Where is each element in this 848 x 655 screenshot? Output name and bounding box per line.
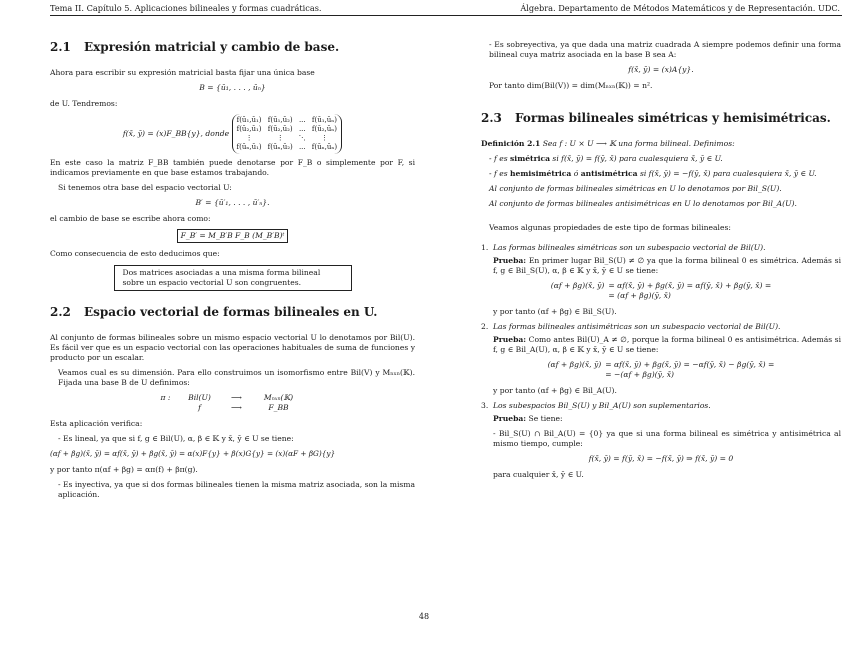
matrix-cell: ⋮ <box>320 134 328 142</box>
matrix-cell: f(ū₁,ūₙ) <box>311 116 338 124</box>
text: - f es <box>489 169 508 178</box>
matrix-cell: f(ū₂,ū₂) <box>267 125 293 133</box>
section-heading-2-3 <box>481 111 841 125</box>
equation-base-prime: B′ = {ū′₁, . . . , ū′ₙ}. <box>195 198 270 207</box>
paragraph: para cualquier x̄, ȳ ∈ U. <box>493 470 584 479</box>
matrix-cell: f(ūₙ,ūₙ) <box>311 143 338 151</box>
section-heading-2-2 <box>50 305 415 319</box>
eq-rhs: = αf(x̄, ȳ) + βg(x̄, ȳ) = −αf(ȳ, x̄) − βg(ȳ, x̄) = <box>605 360 775 369</box>
right-column <box>481 40 841 485</box>
paragraph: Ahora para escribir su expresión matricial basta fijar una única base <box>50 68 315 77</box>
paragraph: - Es lineal, ya que si f, g ∈ Bil(U), α, β ∈ 𝕂 y x̄, ȳ ∈ U se tiene: <box>58 434 294 443</box>
matrix-cell: f(ū₁,ū₂) <box>267 116 293 124</box>
boxed-statement: Dos matrices asociadas a una misma forma bilineal sobre un espacio vectorial U son congruentes. <box>114 265 352 291</box>
section-number: 2.3 <box>481 111 502 125</box>
proof-label: Prueba: <box>493 256 527 265</box>
section-heading-2-1 <box>50 40 415 54</box>
matrix-cell: ... <box>298 125 306 133</box>
map-cell: f <box>198 403 201 412</box>
isomorphism-map <box>50 393 415 413</box>
equation-base: B = {ū₁, . . . , ūₙ} <box>199 83 266 92</box>
term: simétrica <box>510 154 550 163</box>
section-number: 2.1 <box>50 40 71 54</box>
section-title: Expresión matricial y cambio de base. <box>84 40 340 54</box>
matrix-cell: f(ūₙ,ū₁) <box>236 143 262 151</box>
eq-rhs: = αf(x̄, ȳ) + βg(x̄, ȳ) = αf(ȳ, x̄) + βg(ȳ, x̄) = <box>608 281 772 290</box>
matrix-cell: ⋱ <box>298 134 306 142</box>
list-item <box>481 322 841 332</box>
paragraph: Veamos cual es su dimensión. Para ello construimos un isomorfismo entre Bil(V) y Mₙₓₙ(𝕂). Fijada una base B de U definimos: <box>58 368 415 387</box>
paragraph: y por tanto (αf + βg) ∈ Bil_S(U). <box>493 307 617 316</box>
proof <box>481 335 841 355</box>
list-item <box>481 401 841 411</box>
matrix-cell: ... <box>298 116 306 124</box>
section-number: 2.2 <box>50 305 71 319</box>
proof-text: En primer lugar Bil_S(U) ≠ ∅ ya que la forma bilineal 0 es simétrica. Además si f, g ∈ Bil_S(U), α, β ∈ 𝕂 y x̄, ȳ ∈ U se tiene: <box>493 256 842 275</box>
proof-label: Prueba: <box>493 335 527 344</box>
text: - f es <box>489 154 508 163</box>
definition <box>481 139 841 149</box>
boxed-equation: F_B′ = M_B′B F_B (M_B′B)ᵗ <box>177 229 289 243</box>
paragraph: el cambio de base se escribe ahora como: <box>50 214 211 223</box>
paragraph: y por tanto (αf + βg) ∈ Bil_A(U). <box>493 386 617 395</box>
equation: f(x̄, ȳ) = (x)A{y}. <box>628 65 694 74</box>
map-cell: π : <box>160 393 171 402</box>
running-header-right: Álgebra. Departamento de Métodos Matemáticos y de Representación. UDC. <box>520 3 840 13</box>
list-number: 3. <box>481 401 489 410</box>
list-number: 1. <box>481 243 489 252</box>
definition-item <box>481 169 841 179</box>
eq-lhs: (αf + βg)(x̄, ȳ) <box>550 281 605 290</box>
definition-item: Al conjunto de formas bilineales simétricas en U lo denotamos por Bil_S(U). <box>489 184 782 193</box>
proof-text: Como antes Bil(U)_A ≠ ∅, porque la forma bilineal 0 es antisimétrica. Además si f, g ∈ Bil_A(U), α, β ∈ 𝕂 y x̄, ȳ ∈ U se tiene: <box>493 335 841 354</box>
text: ó <box>573 169 579 178</box>
definition-item: Al conjunto de formas bilineales antisimétricas en U lo denotamos por Bil_A(U). <box>489 199 797 208</box>
text: si f(x̄, ȳ) = f(ȳ, x̄) para cualesquiera x̄, ȳ ∈ U. <box>552 154 723 163</box>
equation-change-of-base <box>50 229 415 243</box>
text: si f(x̄, ȳ) = −f(ȳ, x̄) para cualesquiera x̄, ȳ ∈ U. <box>639 169 817 178</box>
map-cell: Bil(U) <box>188 393 211 402</box>
paragraph: - Bil_S(U) ∩ Bil_A(U) = {0} ya que si una forma bilineal es simétrica y antisimétrica al mismo tiempo, cumple: <box>493 429 841 448</box>
equation-lhs: f(x̄, ȳ) = (x)F_BB{y}, donde <box>122 129 230 138</box>
paragraph: Como consecuencia de esto deducimos que: <box>50 249 220 258</box>
definition-item <box>481 154 841 164</box>
header-rule <box>50 15 842 16</box>
paragraph: de U. Tendremos: <box>50 99 118 108</box>
definition-text: Sea f : U × U ⟶ 𝕂 una forma bilineal. Definimos: <box>542 139 735 148</box>
paragraph: y por tanto π(αf + βg) = απ(f) + βπ(g). <box>50 465 198 474</box>
paragraph: Esta aplicación verifica: <box>50 419 143 428</box>
matrix <box>232 114 343 154</box>
matrix-cell: ⋮ <box>245 134 253 142</box>
proof-label: Prueba: <box>493 414 527 423</box>
equation-block <box>481 281 841 301</box>
paragraph: - Es sobreyectiva, ya que dada una matriz cuadrada A siempre podemos definir una forma bilineal cuya matriz asociada en la base B sea A: <box>489 40 841 59</box>
map-cell: ⟶ <box>231 393 242 402</box>
term: hemisimétrica <box>510 169 572 178</box>
page-number: 48 <box>418 612 430 621</box>
matrix-cell: ⋮ <box>276 134 284 142</box>
paragraph: Al conjunto de formas bilineales sobre un mismo espacio vectorial U lo denotamos por Bil(U). Es fácil ver que es un espacio vectorial con las operaciones habituales de suma de funciones y producto por un escalar. <box>50 333 415 362</box>
section-title: Espacio vectorial de formas bilineales en U. <box>84 305 378 319</box>
proof <box>481 414 841 424</box>
paragraph: Si tenemos otra base del espacio vectorial U: <box>58 183 232 192</box>
eq-lhs: (αf + βg)(x̄, ȳ) <box>547 360 602 369</box>
list-statement: Los subespacios Bil_S(U) y Bil_A(U) son suplementarios. <box>493 401 711 410</box>
paragraph: Veamos algunas propiedades de este tipo de formas bilineales: <box>489 223 731 232</box>
paragraph: Por tanto dim(Bil(V)) = dim(Mₙₓₙ(𝕂)) = n². <box>489 81 653 90</box>
term: antisimétrica <box>580 169 638 178</box>
eq-rhs: = −(αf + βg)(ȳ, x̄) <box>605 370 675 379</box>
map-cell: F_BB <box>268 403 289 412</box>
matrix-equation <box>50 114 415 154</box>
paragraph: En este caso la matriz F_BB también puede denotarse por F_B o simplemente por F, si indicamos previamente en que base estamos trabajando. <box>50 158 415 177</box>
equation-block <box>481 360 841 380</box>
proof <box>481 256 841 276</box>
paragraph: - Es inyectiva, ya que si dos formas bilineales tienen la misma matriz asociada, son la misma aplicación. <box>58 480 415 499</box>
eq-rhs: = (αf + βg)(ȳ, x̄) <box>608 291 671 300</box>
running-header-left: Tema II. Capítulo 5. Aplicaciones bilineales y formas cuadráticas. <box>50 3 322 13</box>
left-column <box>50 40 415 505</box>
map-cell: ⟶ <box>231 403 242 412</box>
list-statement: Las formas bilineales antisimétricas son un subespacio vectorial de Bil(U). <box>493 322 781 331</box>
map-cell <box>157 403 175 413</box>
map-cell: Mₙₓₙ(𝕂) <box>263 393 294 402</box>
matrix-cell: f(ū₁,ū₁) <box>236 116 262 124</box>
equation-linearity: (αf + βg)(x̄, ȳ) = αf(x̄, ȳ) + βg(x̄, ȳ) = α(x)F{y} + β(x)G{y} = (x)(αF + βG){y} <box>50 449 336 458</box>
matrix-cell: f(ū₂,ū₁) <box>236 125 262 133</box>
list-number: 2. <box>481 322 489 331</box>
proof-text: Se tiene: <box>528 414 563 423</box>
matrix-cell: f(ū₂,ūₙ) <box>311 125 338 133</box>
matrix-cell: ... <box>298 143 306 151</box>
list-statement: Las formas bilineales simétricas son un subespacio vectorial de Bil(U). <box>493 243 766 252</box>
matrix-cell: f(ūₙ,ū₂) <box>267 143 293 151</box>
list-item <box>481 243 841 253</box>
equation: f(x̄, ȳ) = f(ȳ, x̄) = −f(x̄, ȳ) ⇒ f(x̄, ȳ) = 0 <box>588 454 734 463</box>
definition-label: Definición 2.1 <box>481 139 541 148</box>
section-title: Formas bilineales simétricas y hemisimétricas. <box>515 111 831 125</box>
